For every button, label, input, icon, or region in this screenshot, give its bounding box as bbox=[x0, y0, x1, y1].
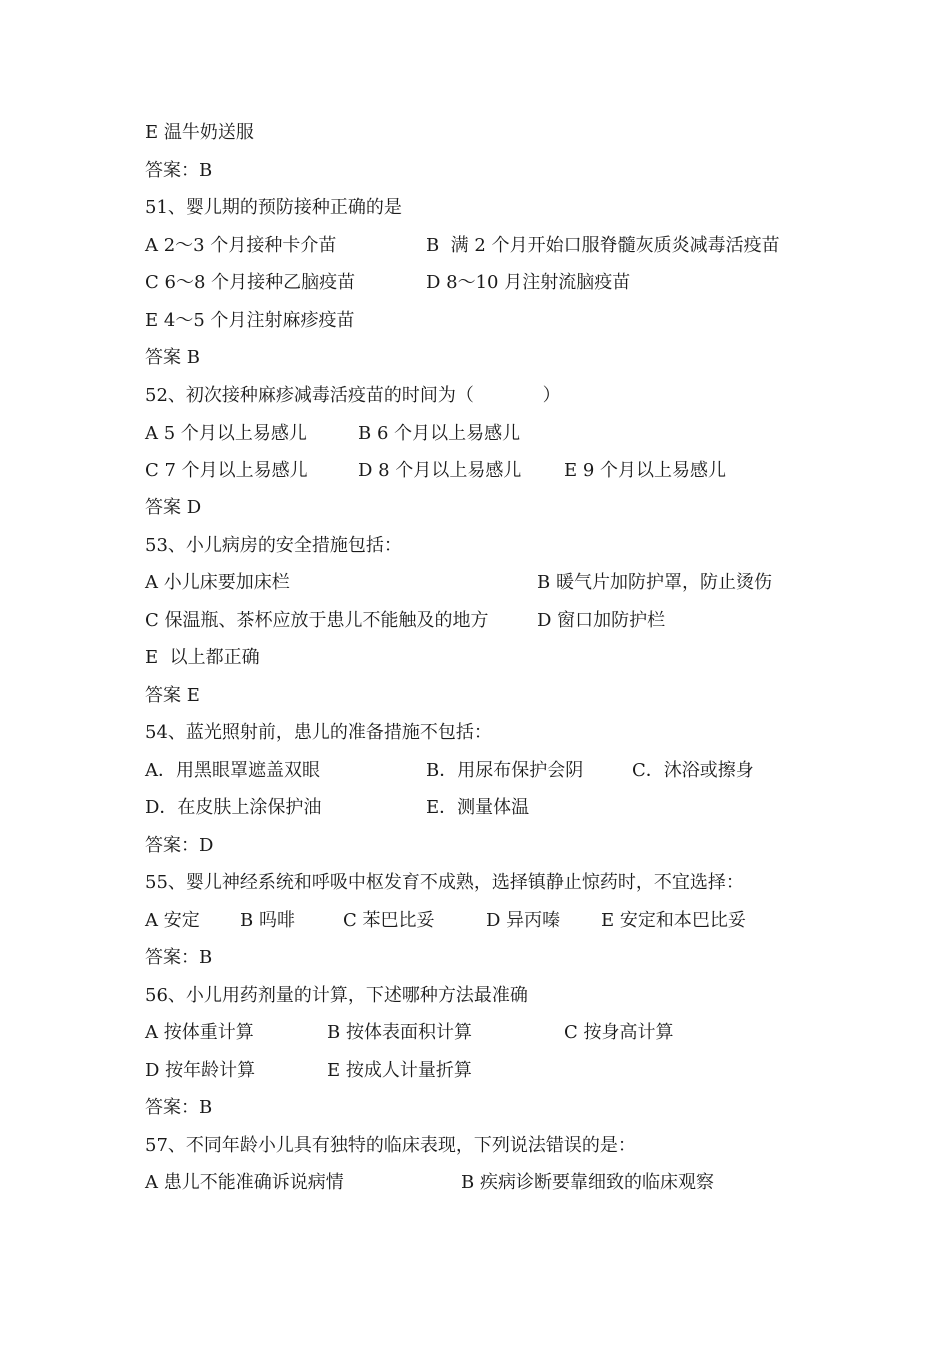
option: A．用黑眼罩遮盖双眼 bbox=[145, 760, 320, 781]
option: E 安定和本巴比妥 bbox=[601, 910, 746, 931]
option: C 6～8 个月接种乙脑疫苗 bbox=[145, 272, 356, 293]
question-53: 53、小儿病房的安全措施包括： bbox=[145, 535, 402, 556]
option: B 暖气片加防护罩，防止烫伤 bbox=[537, 572, 772, 593]
answer-line: 答案 B bbox=[145, 347, 200, 368]
option: B 6 个月以上易感儿 bbox=[358, 423, 521, 444]
option: A 按体重计算 bbox=[145, 1022, 254, 1043]
question-55: 55、婴儿神经系统和呼吸中枢发育不成熟，选择镇静止惊药时，不宜选择： bbox=[145, 872, 744, 893]
option: C．沐浴或擦身 bbox=[632, 760, 754, 781]
option: B 满 2 个月开始口服脊髓灰质炎减毒活疫苗 bbox=[426, 235, 780, 256]
option-line: E 温牛奶送服 bbox=[145, 122, 254, 143]
option: B 疾病诊断要靠细致的临床观察 bbox=[461, 1172, 714, 1193]
option: D 异丙嗪 bbox=[486, 910, 561, 931]
option: B．用尿布保护会阴 bbox=[426, 760, 584, 781]
option: A 小儿床要加床栏 bbox=[145, 572, 290, 593]
option: D 按年龄计算 bbox=[145, 1060, 256, 1081]
options-row bbox=[145, 1171, 714, 1267]
option: C 7 个月以上易感儿 bbox=[145, 460, 308, 481]
question-52: 52、初次接种麻疹减毒活疫苗的时间为（ ） bbox=[145, 385, 561, 406]
option-line: E 4～5 个月注射麻疹疫苗 bbox=[145, 310, 355, 331]
option: D 8 个月以上易感儿 bbox=[358, 460, 522, 481]
option: A 患儿不能准确诉说病情 bbox=[145, 1172, 344, 1193]
option: E 9 个月以上易感儿 bbox=[564, 460, 727, 481]
option: A 安定 bbox=[145, 910, 200, 931]
option: C 苯巴比妥 bbox=[343, 910, 435, 931]
option: E 按成人计量折算 bbox=[327, 1060, 472, 1081]
option: B 按体表面积计算 bbox=[327, 1022, 472, 1043]
answer-line: 答案 D bbox=[145, 497, 202, 518]
option: B 吗啡 bbox=[240, 910, 295, 931]
question-57: 57、不同年龄小儿具有独特的临床表现，下列说法错误的是： bbox=[145, 1135, 636, 1156]
option-line: E 以上都正确 bbox=[145, 647, 260, 668]
option: A 2～3 个月接种卡介苗 bbox=[145, 235, 337, 256]
question-54: 54、蓝光照射前，患儿的准备措施不包括： bbox=[145, 722, 492, 743]
option: C 保温瓶、茶杯应放于患儿不能触及的地方 bbox=[145, 610, 489, 631]
question-56: 56、小儿用药剂量的计算，下述哪种方法最准确 bbox=[145, 985, 528, 1006]
answer-line: 答案 E bbox=[145, 685, 200, 706]
option: A 5 个月以上易感儿 bbox=[145, 423, 307, 444]
question-51: 51、婴儿期的预防接种正确的是 bbox=[145, 197, 402, 218]
option: D 8～10 月注射流脑疫苗 bbox=[426, 272, 631, 293]
answer-line: 答案：B bbox=[145, 947, 213, 968]
option: D．在皮肤上涂保护油 bbox=[145, 797, 322, 818]
option: E．测量体温 bbox=[426, 797, 530, 818]
answer-line: 答案：B bbox=[145, 1097, 213, 1118]
answer-line: 答案：D bbox=[145, 835, 214, 856]
answer-line: 答案：B bbox=[145, 160, 213, 181]
option: C 按身高计算 bbox=[564, 1022, 674, 1043]
option: D 窗口加防护栏 bbox=[537, 610, 666, 631]
